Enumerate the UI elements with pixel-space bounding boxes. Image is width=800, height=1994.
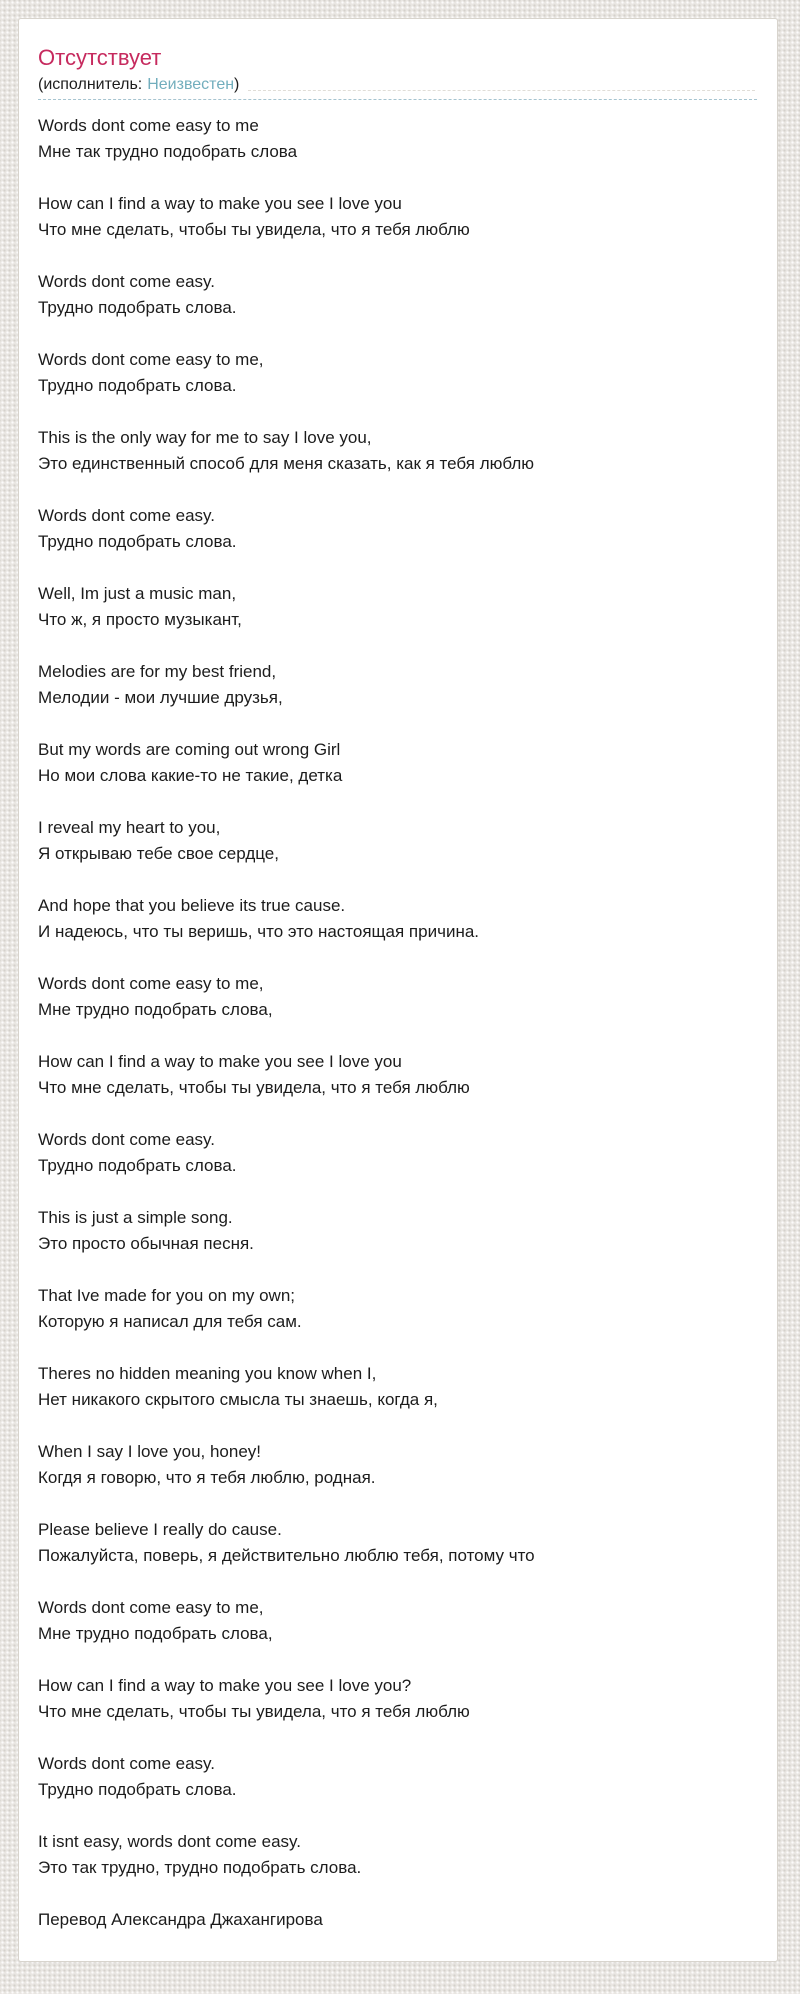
lyric-line-ru: Я открываю тебе свое сердце, xyxy=(38,844,279,864)
lyric-line-en: Words dont come easy. xyxy=(38,1130,216,1150)
lyric-line-en: Well, Im just a music man, xyxy=(38,584,237,604)
lyric-line-en: This is the only way for me to say I love you, xyxy=(38,428,372,448)
lyric-stanza xyxy=(38,815,757,867)
lyric-line-ru: Мне трудно подобрать слова, xyxy=(38,1000,273,1020)
lyrics xyxy=(38,113,757,1881)
lyric-stanza xyxy=(38,1361,757,1413)
lyric-line-en: Please believe I really do cause. xyxy=(38,1520,282,1540)
lyric-line-ru: Но мои слова какие-то не такие, детка xyxy=(38,766,343,786)
lyric-line-ru: Трудно подобрать слова. xyxy=(38,376,237,396)
lyric-line-ru: Что ж, я просто музыкант, xyxy=(38,610,242,630)
lyric-line-en: When I say I love you, honey! xyxy=(38,1442,262,1462)
lyric-line-ru: Нет никакого скрытого смысла ты знаешь, когда я, xyxy=(38,1390,438,1410)
lyric-line-en: How can I find a way to make you see I love you? xyxy=(38,1676,412,1696)
lyric-line-ru: Трудно подобрать слова. xyxy=(38,1780,237,1800)
lyric-line-en: Words dont come easy to me xyxy=(38,116,259,136)
lyric-stanza xyxy=(38,1205,757,1257)
lyric-stanza xyxy=(38,659,757,711)
lyric-stanza xyxy=(38,113,757,165)
lyric-line-en: That Ive made for you on my own; xyxy=(38,1286,296,1306)
lyric-line-en: Words dont come easy. xyxy=(38,272,216,292)
lyric-line-ru: Это так трудно, трудно подобрать слова. xyxy=(38,1858,362,1878)
lyric-line-en: It isnt easy, words dont come easy. xyxy=(38,1832,301,1852)
lyric-line-ru: Трудно подобрать слова. xyxy=(38,298,237,318)
lyric-line-ru: Что мне сделать, чтобы ты увидела, что я тебя люблю xyxy=(38,1702,470,1722)
lyric-line-ru: Что мне сделать, чтобы ты увидела, что я тебя люблю xyxy=(38,1078,470,1098)
lyric-stanza xyxy=(38,971,757,1023)
lyric-line-ru: Мелодии - мои лучшие друзья, xyxy=(38,688,283,708)
lyric-line-en: Words dont come easy. xyxy=(38,506,216,526)
lyric-stanza xyxy=(38,581,757,633)
lyric-stanza xyxy=(38,347,757,399)
song-header xyxy=(38,45,757,100)
lyric-line-en: I reveal my heart to you, xyxy=(38,818,221,838)
lyric-line-ru: Это просто обычная песня. xyxy=(38,1234,254,1254)
lyric-stanza xyxy=(38,1283,757,1335)
lyric-line-ru: Что мне сделать, чтобы ты увидела, что я тебя люблю xyxy=(38,220,470,240)
lyric-line-en: Words dont come easy to me, xyxy=(38,350,264,370)
lyric-line-en: Melodies are for my best friend, xyxy=(38,662,277,682)
lyric-stanza xyxy=(38,269,757,321)
lyric-line-en: But my words are coming out wrong Girl xyxy=(38,740,341,760)
lyric-stanza xyxy=(38,503,757,555)
lyric-line-ru: Мне так трудно подобрать слова xyxy=(38,142,298,162)
lyric-stanza xyxy=(38,1751,757,1803)
lyric-line-en: Words dont come easy to me, xyxy=(38,974,264,994)
lyric-stanza xyxy=(38,1049,757,1101)
page-background xyxy=(0,18,800,1994)
lyric-line-en: Words dont come easy. xyxy=(38,1754,216,1774)
lyric-line-ru: Мне трудно подобрать слова, xyxy=(38,1624,273,1644)
artist-row xyxy=(38,75,757,95)
lyric-line-en: Theres no hidden meaning you know when I, xyxy=(38,1364,377,1384)
dotted-leader xyxy=(248,90,755,91)
lyric-stanza xyxy=(38,1595,757,1647)
lyric-stanza xyxy=(38,191,757,243)
lyric-line-en: How can I find a way to make you see I love you xyxy=(38,1052,402,1072)
artist-link[interactable]: Неизвестен xyxy=(147,76,235,94)
lyric-stanza xyxy=(38,893,757,945)
lyric-line-ru: Трудно подобрать слова. xyxy=(38,1156,237,1176)
lyric-line-ru: Пожалуйста, поверь, я действительно люблю тебя, потому что xyxy=(38,1546,535,1566)
lyric-line-en: This is just a simple song. xyxy=(38,1208,233,1228)
lyric-line-en: Words dont come easy to me, xyxy=(38,1598,264,1618)
lyric-stanza xyxy=(38,1829,757,1881)
lyric-line-ru: Когдя я говорю, что я тебя люблю, родная. xyxy=(38,1468,376,1488)
lyric-line-ru: Трудно подобрать слова. xyxy=(38,532,237,552)
artist-label-close-paren: ) xyxy=(234,76,240,94)
translation-credit: Перевод Александра Джахангирова xyxy=(38,1910,323,1930)
lyric-line-ru: Это единственный способ для меня сказать, как я тебя люблю xyxy=(38,454,535,474)
lyric-line-en: And hope that you believe its true cause. xyxy=(38,896,346,916)
page-title: Отсутствует xyxy=(38,45,162,70)
lyric-stanza xyxy=(38,1439,757,1491)
lyric-line-ru: И надеюсь, что ты веришь, что это настоящая причина. xyxy=(38,922,480,942)
lyric-line-ru: Которую я написал для тебя сам. xyxy=(38,1312,302,1332)
lyric-stanza xyxy=(38,425,757,477)
artist-label: (исполнитель: xyxy=(38,76,143,94)
lyric-stanza xyxy=(38,1673,757,1725)
lyric-stanza xyxy=(38,737,757,789)
lyrics-card xyxy=(18,18,778,1962)
lyric-line-en: How can I find a way to make you see I love you xyxy=(38,194,402,214)
lyric-stanza xyxy=(38,1127,757,1179)
lyric-stanza xyxy=(38,1517,757,1569)
